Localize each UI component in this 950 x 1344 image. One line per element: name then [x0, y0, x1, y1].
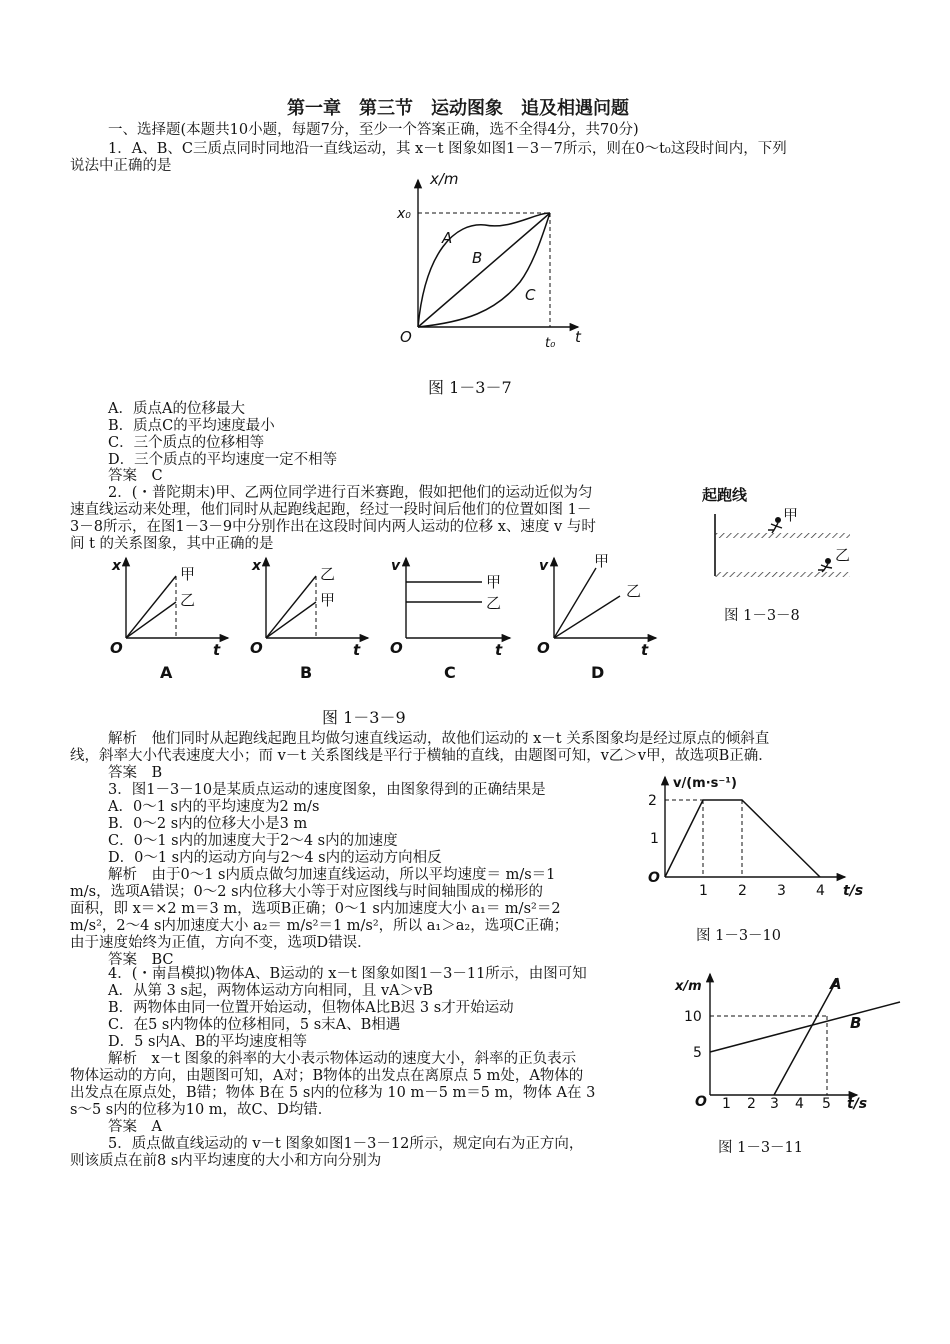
graph-d — [537, 552, 656, 682]
x-tick-1: 1 — [722, 1096, 731, 1112]
start-line-label: 起跑线 — [702, 486, 748, 504]
q4-option-d: D．5 s内A、B的平均速度相等 — [108, 1034, 308, 1050]
q4-option-a: A．从第 3 s起，两物体运动方向相同，且 vA＞vB — [108, 983, 433, 999]
runner-yi-label: 乙 — [835, 546, 851, 564]
q1-option-a: A．质点A的位移最大 — [108, 401, 245, 417]
curve-b — [418, 213, 550, 327]
q1-option-c: C．三个质点的位移相等 — [108, 435, 265, 451]
q2-stem-line1: 2．(・普陀期末)甲、乙两位同学进行百米赛跑，假如把他们的运动近似为匀 — [108, 485, 593, 501]
origin-label: O — [648, 870, 660, 886]
q5-stem-line2: 则该质点在前8 s内平均速度的大小和方向分别为 — [70, 1153, 382, 1169]
y-tick-2: 2 — [648, 793, 657, 809]
q4-analysis-line2: 物体运动的方向，由题图可知，A对；B物体的出发点在离原点 5 m处，A物体的 — [70, 1068, 584, 1084]
label-a: A — [442, 229, 453, 247]
q4-analysis-line3: 出发点在原点处，B错；物体 B在 5 s内的位移为 10 m－5 m＝5 m，物体 A在 3 — [70, 1085, 596, 1101]
graph-b-upper-label: 乙 — [320, 565, 336, 583]
y-axis-label: x/m — [430, 170, 459, 188]
graph-c-y-label: v — [391, 558, 401, 574]
graph-c — [390, 558, 510, 682]
x-tick-2: 2 — [738, 883, 747, 899]
label-b: B — [472, 249, 483, 267]
q3-analysis-line5: 由于速度始终为正值，方向不变，选项D错误． — [70, 935, 372, 951]
figure-1-3-8-caption: 图 1－3－8 — [724, 608, 800, 624]
graph-c-lower-label: 乙 — [486, 594, 502, 612]
x-axis-label: t/s — [847, 1096, 868, 1112]
figure-1-3-9-caption: 图 1－3－9 — [322, 708, 406, 727]
x-tick-5: 5 — [822, 1096, 831, 1112]
q4-option-b: B．两物体由同一位置开始运动，但物体A比B迟 3 s才开始运动 — [108, 1000, 514, 1016]
q3-stem: 3．图1－3－10是某质点运动的速度图象，由图象得到的正确结果是 — [108, 782, 546, 798]
runner-yi-icon — [818, 558, 832, 572]
runner-jia-icon — [768, 517, 782, 533]
graph-c-origin: O — [390, 639, 403, 657]
figure-1-3-7-xt-graph — [395, 172, 595, 357]
label-b: B — [850, 1014, 862, 1032]
graph-b-x-label: t — [353, 641, 361, 659]
q2-stem-line2: 速直线运动来处理，他们同时从起跑线起跑，经过一段时间后他们的位置如图 1－ — [70, 502, 592, 518]
graph-d-y-label: v — [539, 558, 549, 574]
q2-analysis-line1: 解析 他们同时从起跑线起跑且均做匀速直线运动，故他们运动的 x－t 关系图象均是经过原点的倾斜直 — [108, 731, 770, 747]
figure-1-3-11-xt-graph — [675, 970, 905, 1115]
q4-answer: 答案 A — [108, 1119, 162, 1135]
x-tick-1: 1 — [699, 883, 708, 899]
q1-answer: 答案 C — [108, 468, 163, 484]
q2-answer: 答案 B — [108, 765, 163, 781]
graph-d-lower-label: 乙 — [626, 582, 642, 600]
q3-option-d: D．0～1 s内的运动方向与2～4 s内的运动方向相反 — [108, 850, 442, 866]
x-tick-3: 3 — [777, 883, 786, 899]
q1-stem-line2: 说法中正确的是 — [70, 158, 172, 174]
y-axis-label: x/m — [675, 979, 702, 994]
graph-c-x-label: t — [495, 641, 503, 659]
y-axis-label: v/(m·s⁻¹) — [673, 776, 737, 791]
q3-option-b: B．0～2 s内的位移大小是3 m — [108, 816, 308, 832]
y-tick-10: 10 — [684, 1009, 702, 1025]
q2-stem-line4: 间 t 的关系图象，其中正确的是 — [70, 536, 274, 552]
q3-analysis-line4: m/s²，2～4 s内加速度大小 a₂＝ m/s²＝1 m/s²，所以 a₁＞a₂，选项C正确； — [70, 918, 569, 934]
q2-stem-line3: 3－8所示，在图1－3－9中分别作出在这段时间内两人运动的位移 x、速度 v 与时 — [70, 519, 596, 535]
q3-option-a: A．0～1 s内的平均速度为2 m/s — [108, 799, 320, 815]
x-axis-label: t/s — [843, 883, 864, 899]
x0-label: x₀ — [397, 206, 411, 222]
label-a: A — [830, 975, 842, 993]
line-a — [774, 978, 838, 1095]
figure-1-3-10-caption: 图 1－3－10 — [696, 928, 782, 944]
q4-stem: 4．(・南昌模拟)物体A、B运动的 x－t 图象如图1－3－11所示，由图可知 — [108, 966, 587, 982]
figure-1-3-9-graphs — [108, 554, 708, 684]
x-tick-4: 4 — [795, 1096, 804, 1112]
q3-analysis-line2: m/s，选项A错误；0～2 s内位移大小等于对应图线与时间轴围成的梯形的 — [70, 884, 544, 900]
q1-stem-line1: 1．A、B、C三质点同时同地沿一直线运动，其 x－t 图象如图1－3－7所示，则在0～t₀这段时间内，下列 — [108, 141, 787, 157]
q3-option-c: C．0～1 s内的加速度大于2～4 s内的加速度 — [108, 833, 398, 849]
q4-analysis-line1: 解析 x－t 图象的斜率的大小表示物体运动的速度大小，斜率的正负表示 — [108, 1051, 577, 1067]
graph-a-upper-label: 甲 — [180, 565, 196, 583]
graph-a-y-label: x — [112, 558, 122, 574]
label-c: C — [525, 286, 536, 304]
x-axis-label: t — [575, 328, 581, 346]
q4-option-c: C．在5 s内物体的位移相同，5 s末A、B相遇 — [108, 1017, 401, 1033]
q3-analysis-line1: 解析 由于0～1 s内质点做匀加速直线运动，所以平均速度＝ m/s＝1 — [108, 867, 556, 883]
origin-label: O — [695, 1094, 707, 1110]
q1-option-d: D．三个质点的平均速度一定不相等 — [108, 452, 338, 468]
origin-label: O — [400, 328, 412, 346]
graph-b — [250, 558, 368, 682]
graph-d-letter: D — [591, 663, 605, 682]
graph-b-letter: B — [300, 663, 313, 682]
graph-d-x-label: t — [641, 641, 649, 659]
figure-1-3-10-vt-graph — [645, 773, 885, 903]
graph-a-x-label: t — [213, 641, 221, 659]
q3-analysis-line3: 面积，即 x＝×2 m＝3 m，选项B正确；0～1 s内加速度大小 a₁＝ m/s²＝2 — [70, 901, 561, 917]
graph-d-upper-label: 甲 — [594, 552, 610, 570]
graph-a-lower-label: 乙 — [180, 591, 196, 609]
figure-1-3-11-caption: 图 1－3－11 — [718, 1140, 804, 1156]
graph-c-letter: C — [444, 663, 456, 682]
graph-b-lower-label: 甲 — [320, 591, 336, 609]
lane-line-lower — [715, 572, 850, 577]
x-tick-4: 4 — [816, 883, 825, 899]
y-tick-5: 5 — [693, 1045, 702, 1061]
runner-jia-label: 甲 — [783, 506, 799, 524]
graph-b-y-label: x — [252, 558, 262, 574]
section-heading: 一、选择题(本题共10小题，每题7分，至少一个答案正确，选不全得4分，共70分) — [108, 122, 639, 138]
t0-label: t₀ — [545, 336, 556, 351]
q2-analysis-line2: 线，斜率大小代表速度大小；而 v－t 关系图线是平行于横轴的直线，由题图可知，v乙＞v甲，故选项B正确． — [70, 748, 773, 764]
x-tick-3: 3 — [770, 1096, 779, 1112]
figure-1-3-8-race-track — [702, 484, 852, 584]
figure-1-3-7-caption: 图 1－3－7 — [428, 378, 512, 397]
lane-line-upper — [715, 533, 850, 538]
q5-stem-line1: 5．质点做直线运动的 v－t 图象如图1－3－12所示，规定向右为正方向， — [108, 1136, 584, 1152]
graph-c-upper-label: 甲 — [486, 573, 502, 591]
graph-d-origin: O — [537, 639, 550, 657]
graph-a-letter: A — [160, 663, 173, 682]
graph-a-origin: O — [110, 639, 123, 657]
y-tick-1: 1 — [650, 831, 659, 847]
line-b — [710, 1002, 900, 1052]
q1-option-b: B．质点C的平均速度最小 — [108, 418, 275, 434]
page-title: 第一章 第三节 运动图象 追及相遇问题 — [287, 98, 629, 119]
graph-a — [110, 558, 228, 682]
graph-b-origin: O — [250, 639, 263, 657]
x-tick-2: 2 — [747, 1096, 756, 1112]
q3-answer: 答案 BC — [108, 952, 174, 968]
q4-analysis-line4: s～5 s内的位移为10 m，故C、D均错． — [70, 1102, 333, 1118]
